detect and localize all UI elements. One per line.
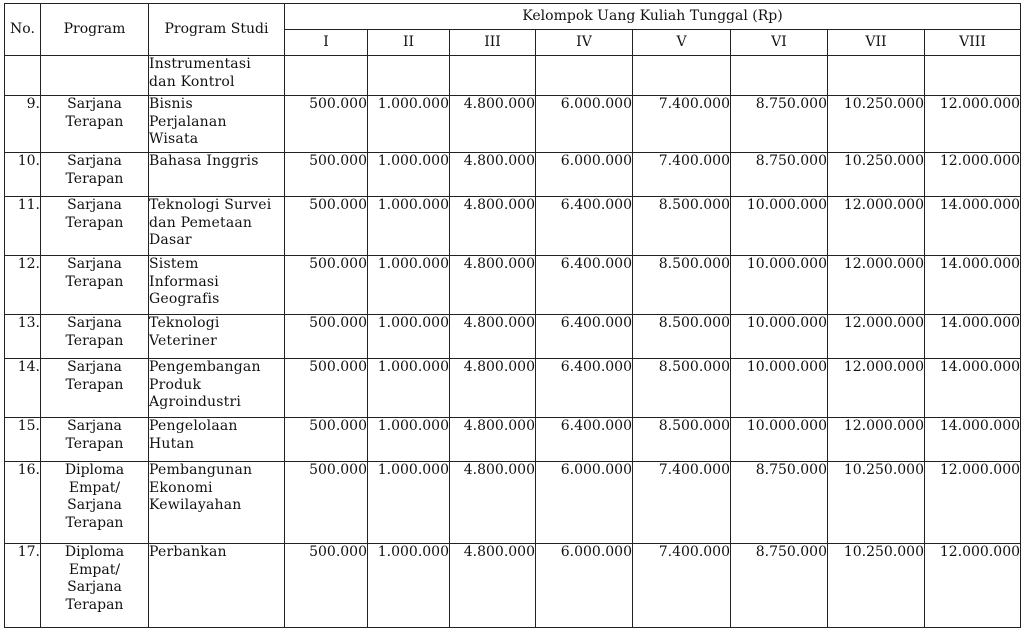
cell-ukt-value: 7.400.000 (633, 462, 731, 544)
cell-program (41, 315, 149, 359)
program-studi-line: Dasar (149, 232, 192, 248)
cell-program (41, 359, 149, 418)
cell-ukt-value: 7.400.000 (633, 153, 731, 197)
cell-program (41, 418, 149, 462)
program-line: Terapan (65, 435, 124, 452)
cell-ukt-value: 14.000.000 (925, 197, 1021, 256)
cell-no: 14. (5, 359, 41, 418)
header-tier: III (450, 30, 536, 56)
header-no: No. (5, 4, 41, 56)
cell-ukt-value: 12.000.000 (828, 359, 925, 418)
cell-ukt-value: 4.800.000 (450, 359, 536, 418)
program-line: Terapan (65, 376, 124, 393)
cell-ukt-value: 14.000.000 (925, 256, 1021, 315)
program-studi-line: Perbankan (149, 544, 227, 560)
cell-ukt-value: 500.000 (285, 256, 368, 315)
cell-ukt-value: 8.500.000 (633, 359, 731, 418)
program-studi-line: dan Pemetaan (149, 214, 253, 231)
cell-ukt-value: 7.400.000 (633, 544, 731, 628)
cell-ukt-value: 6.000.000 (536, 153, 633, 197)
cell-ukt-value: 6.400.000 (536, 197, 633, 256)
cell-ukt-value: 12.000.000 (925, 153, 1021, 197)
cell-ukt-value: 1.000.000 (368, 197, 450, 256)
cell-ukt-value: 500.000 (285, 359, 368, 418)
program-line: Sarjana (67, 359, 122, 375)
cell-ukt-value: 10.000.000 (731, 418, 828, 462)
cell-program-studi (149, 256, 285, 315)
cell-ukt-value: 500.000 (285, 418, 368, 462)
cell-ukt-value: 6.400.000 (536, 315, 633, 359)
program-studi-line: Hutan (149, 435, 195, 452)
table-row (5, 544, 1021, 628)
cell-ukt-value: 8.750.000 (731, 96, 828, 153)
cell-program (41, 544, 149, 628)
cell-ukt-value (828, 56, 925, 96)
cell-ukt-value: 6.400.000 (536, 418, 633, 462)
cell-program (41, 256, 149, 315)
program-studi-line: Instrumentasi (149, 56, 251, 72)
cell-ukt-value: 12.000.000 (925, 462, 1021, 544)
program-line: Empat/ (68, 479, 121, 496)
program-studi-line: Wisata (149, 131, 199, 147)
program-studi-line: Veteriner (149, 332, 217, 349)
cell-program-studi (149, 197, 285, 256)
cell-ukt-value: 10.250.000 (828, 153, 925, 197)
cell-ukt-value: 4.800.000 (450, 197, 536, 256)
cell-ukt-value: 6.000.000 (536, 462, 633, 544)
table-row (5, 256, 1021, 315)
cell-program (41, 96, 149, 153)
program-line: Sarjana (67, 579, 122, 595)
program-studi-line: Bisnis (149, 96, 193, 112)
cell-ukt-value: 8.750.000 (731, 462, 828, 544)
cell-ukt-value: 8.500.000 (633, 315, 731, 359)
cell-program (41, 197, 149, 256)
cell-ukt-value: 1.000.000 (368, 315, 450, 359)
table-row (5, 153, 1021, 197)
table-row (5, 315, 1021, 359)
header-program-studi: Program Studi (149, 4, 285, 56)
cell-ukt-value: 4.800.000 (450, 462, 536, 544)
program-line: Terapan (65, 596, 124, 613)
cell-ukt-value: 10.250.000 (828, 96, 925, 153)
program-studi-line: Kewilayahan (149, 497, 242, 513)
cell-ukt-value: 14.000.000 (925, 418, 1021, 462)
program-line: Sarjana (67, 315, 122, 331)
cell-ukt-value: 6.400.000 (536, 256, 633, 315)
cell-ukt-value (925, 56, 1021, 96)
cell-no: 13. (5, 315, 41, 359)
program-line: Sarjana (67, 153, 122, 169)
program-studi-line: Produk (149, 376, 202, 393)
program-studi-line: Teknologi (149, 315, 220, 331)
table-row (5, 56, 1021, 96)
header-kelompok-ukt: Kelompok Uang Kuliah Tunggal (Rp) (285, 4, 1021, 30)
cell-ukt-value: 8.750.000 (731, 544, 828, 628)
program-line: Sarjana (67, 96, 122, 112)
cell-ukt-value: 4.800.000 (450, 315, 536, 359)
cell-program-studi (149, 359, 285, 418)
cell-ukt-value: 10.250.000 (828, 544, 925, 628)
table-row (5, 96, 1021, 153)
cell-ukt-value: 4.800.000 (450, 256, 536, 315)
cell-ukt-value: 7.400.000 (633, 96, 731, 153)
cell-ukt-value: 4.800.000 (450, 418, 536, 462)
cell-ukt-value: 500.000 (285, 462, 368, 544)
cell-program (41, 462, 149, 544)
cell-ukt-value (536, 56, 633, 96)
cell-ukt-value: 4.800.000 (450, 153, 536, 197)
cell-ukt-value: 500.000 (285, 315, 368, 359)
cell-no: 9. (5, 96, 41, 153)
cell-ukt-value: 6.000.000 (536, 96, 633, 153)
cell-ukt-value: 10.250.000 (828, 462, 925, 544)
cell-ukt-value: 12.000.000 (925, 96, 1021, 153)
cell-ukt-value: 12.000.000 (828, 418, 925, 462)
program-line: Sarjana (67, 497, 122, 513)
program-studi-line: Pembangunan (149, 462, 253, 478)
program-studi-line: Ekonomi (149, 479, 213, 496)
cell-program-studi (149, 418, 285, 462)
cell-ukt-value: 1.000.000 (368, 418, 450, 462)
program-studi-line: Geografis (149, 291, 220, 307)
cell-no: 11. (5, 197, 41, 256)
cell-no (5, 56, 41, 96)
cell-ukt-value (731, 56, 828, 96)
cell-ukt-value: 1.000.000 (368, 359, 450, 418)
cell-ukt-value: 4.800.000 (450, 544, 536, 628)
cell-ukt-value (285, 56, 368, 96)
table-row (5, 418, 1021, 462)
program-studi-line: Bahasa Inggris (149, 153, 259, 169)
program-line: Diploma (64, 462, 125, 478)
table-body (5, 56, 1021, 628)
table-header (5, 4, 1021, 56)
cell-ukt-value (633, 56, 731, 96)
cell-program-studi (149, 315, 285, 359)
cell-ukt-value: 1.000.000 (368, 256, 450, 315)
table-row (5, 359, 1021, 418)
table-row (5, 462, 1021, 544)
cell-ukt-value: 10.000.000 (731, 197, 828, 256)
cell-program-studi (149, 153, 285, 197)
cell-no: 10. (5, 153, 41, 197)
header-tier: I (285, 30, 368, 56)
cell-ukt-value: 1.000.000 (368, 153, 450, 197)
cell-ukt-value: 8.750.000 (731, 153, 828, 197)
cell-ukt-value: 4.800.000 (450, 96, 536, 153)
cell-ukt-value: 500.000 (285, 197, 368, 256)
program-line: Sarjana (67, 256, 122, 272)
cell-program (41, 56, 149, 96)
cell-ukt-value: 12.000.000 (925, 544, 1021, 628)
program-line: Terapan (65, 170, 124, 187)
cell-ukt-value: 12.000.000 (828, 315, 925, 359)
cell-ukt-value: 500.000 (285, 153, 368, 197)
program-studi-line: dan Kontrol (149, 73, 235, 90)
program-studi-line: Pengelolaan (149, 418, 238, 434)
cell-no: 16. (5, 462, 41, 544)
header-tier: VI (731, 30, 828, 56)
cell-ukt-value: 8.500.000 (633, 197, 731, 256)
program-line: Terapan (65, 273, 124, 290)
cell-ukt-value: 500.000 (285, 544, 368, 628)
table-row (5, 197, 1021, 256)
program-line: Diploma (64, 544, 125, 560)
cell-ukt-value: 10.000.000 (731, 315, 828, 359)
cell-program (41, 153, 149, 197)
cell-ukt-value: 1.000.000 (368, 96, 450, 153)
program-line: Terapan (65, 514, 124, 531)
cell-ukt-value: 8.500.000 (633, 418, 731, 462)
cell-ukt-value: 6.000.000 (536, 544, 633, 628)
cell-ukt-value (368, 56, 450, 96)
cell-program-studi (149, 544, 285, 628)
program-line: Terapan (65, 214, 124, 231)
cell-no: 12. (5, 256, 41, 315)
header-program: Program (41, 4, 149, 56)
program-studi-line: Agroindustri (149, 394, 242, 410)
program-line: Terapan (65, 332, 124, 349)
cell-ukt-value: 8.500.000 (633, 256, 731, 315)
cell-ukt-value: 14.000.000 (925, 315, 1021, 359)
cell-ukt-value: 6.400.000 (536, 359, 633, 418)
cell-ukt-value: 10.000.000 (731, 256, 828, 315)
cell-ukt-value: 14.000.000 (925, 359, 1021, 418)
program-studi-line: Informasi (149, 273, 219, 290)
program-studi-line: Perjalanan (149, 113, 227, 130)
program-line: Sarjana (67, 197, 122, 213)
cell-program-studi (149, 462, 285, 544)
cell-ukt-value: 12.000.000 (828, 197, 925, 256)
header-tier: IV (536, 30, 633, 56)
header-tier: VII (828, 30, 925, 56)
program-line: Terapan (65, 113, 124, 130)
cell-ukt-value: 12.000.000 (828, 256, 925, 315)
cell-program-studi (149, 96, 285, 153)
program-studi-line: Teknologi Survei (149, 197, 272, 213)
cell-ukt-value: 500.000 (285, 96, 368, 153)
ukt-table (4, 3, 1021, 628)
program-studi-line: Pengembangan (149, 359, 261, 375)
cell-program-studi (149, 56, 285, 96)
header-tier: VIII (925, 30, 1021, 56)
header-tier: II (368, 30, 450, 56)
cell-no: 17. (5, 544, 41, 628)
cell-ukt-value: 1.000.000 (368, 544, 450, 628)
cell-no: 15. (5, 418, 41, 462)
cell-ukt-value: 10.000.000 (731, 359, 828, 418)
program-line: Sarjana (67, 418, 122, 434)
cell-ukt-value: 1.000.000 (368, 462, 450, 544)
header-tier: V (633, 30, 731, 56)
program-line: Empat/ (68, 561, 121, 578)
program-studi-line: Sistem (149, 256, 199, 272)
cell-ukt-value (450, 56, 536, 96)
